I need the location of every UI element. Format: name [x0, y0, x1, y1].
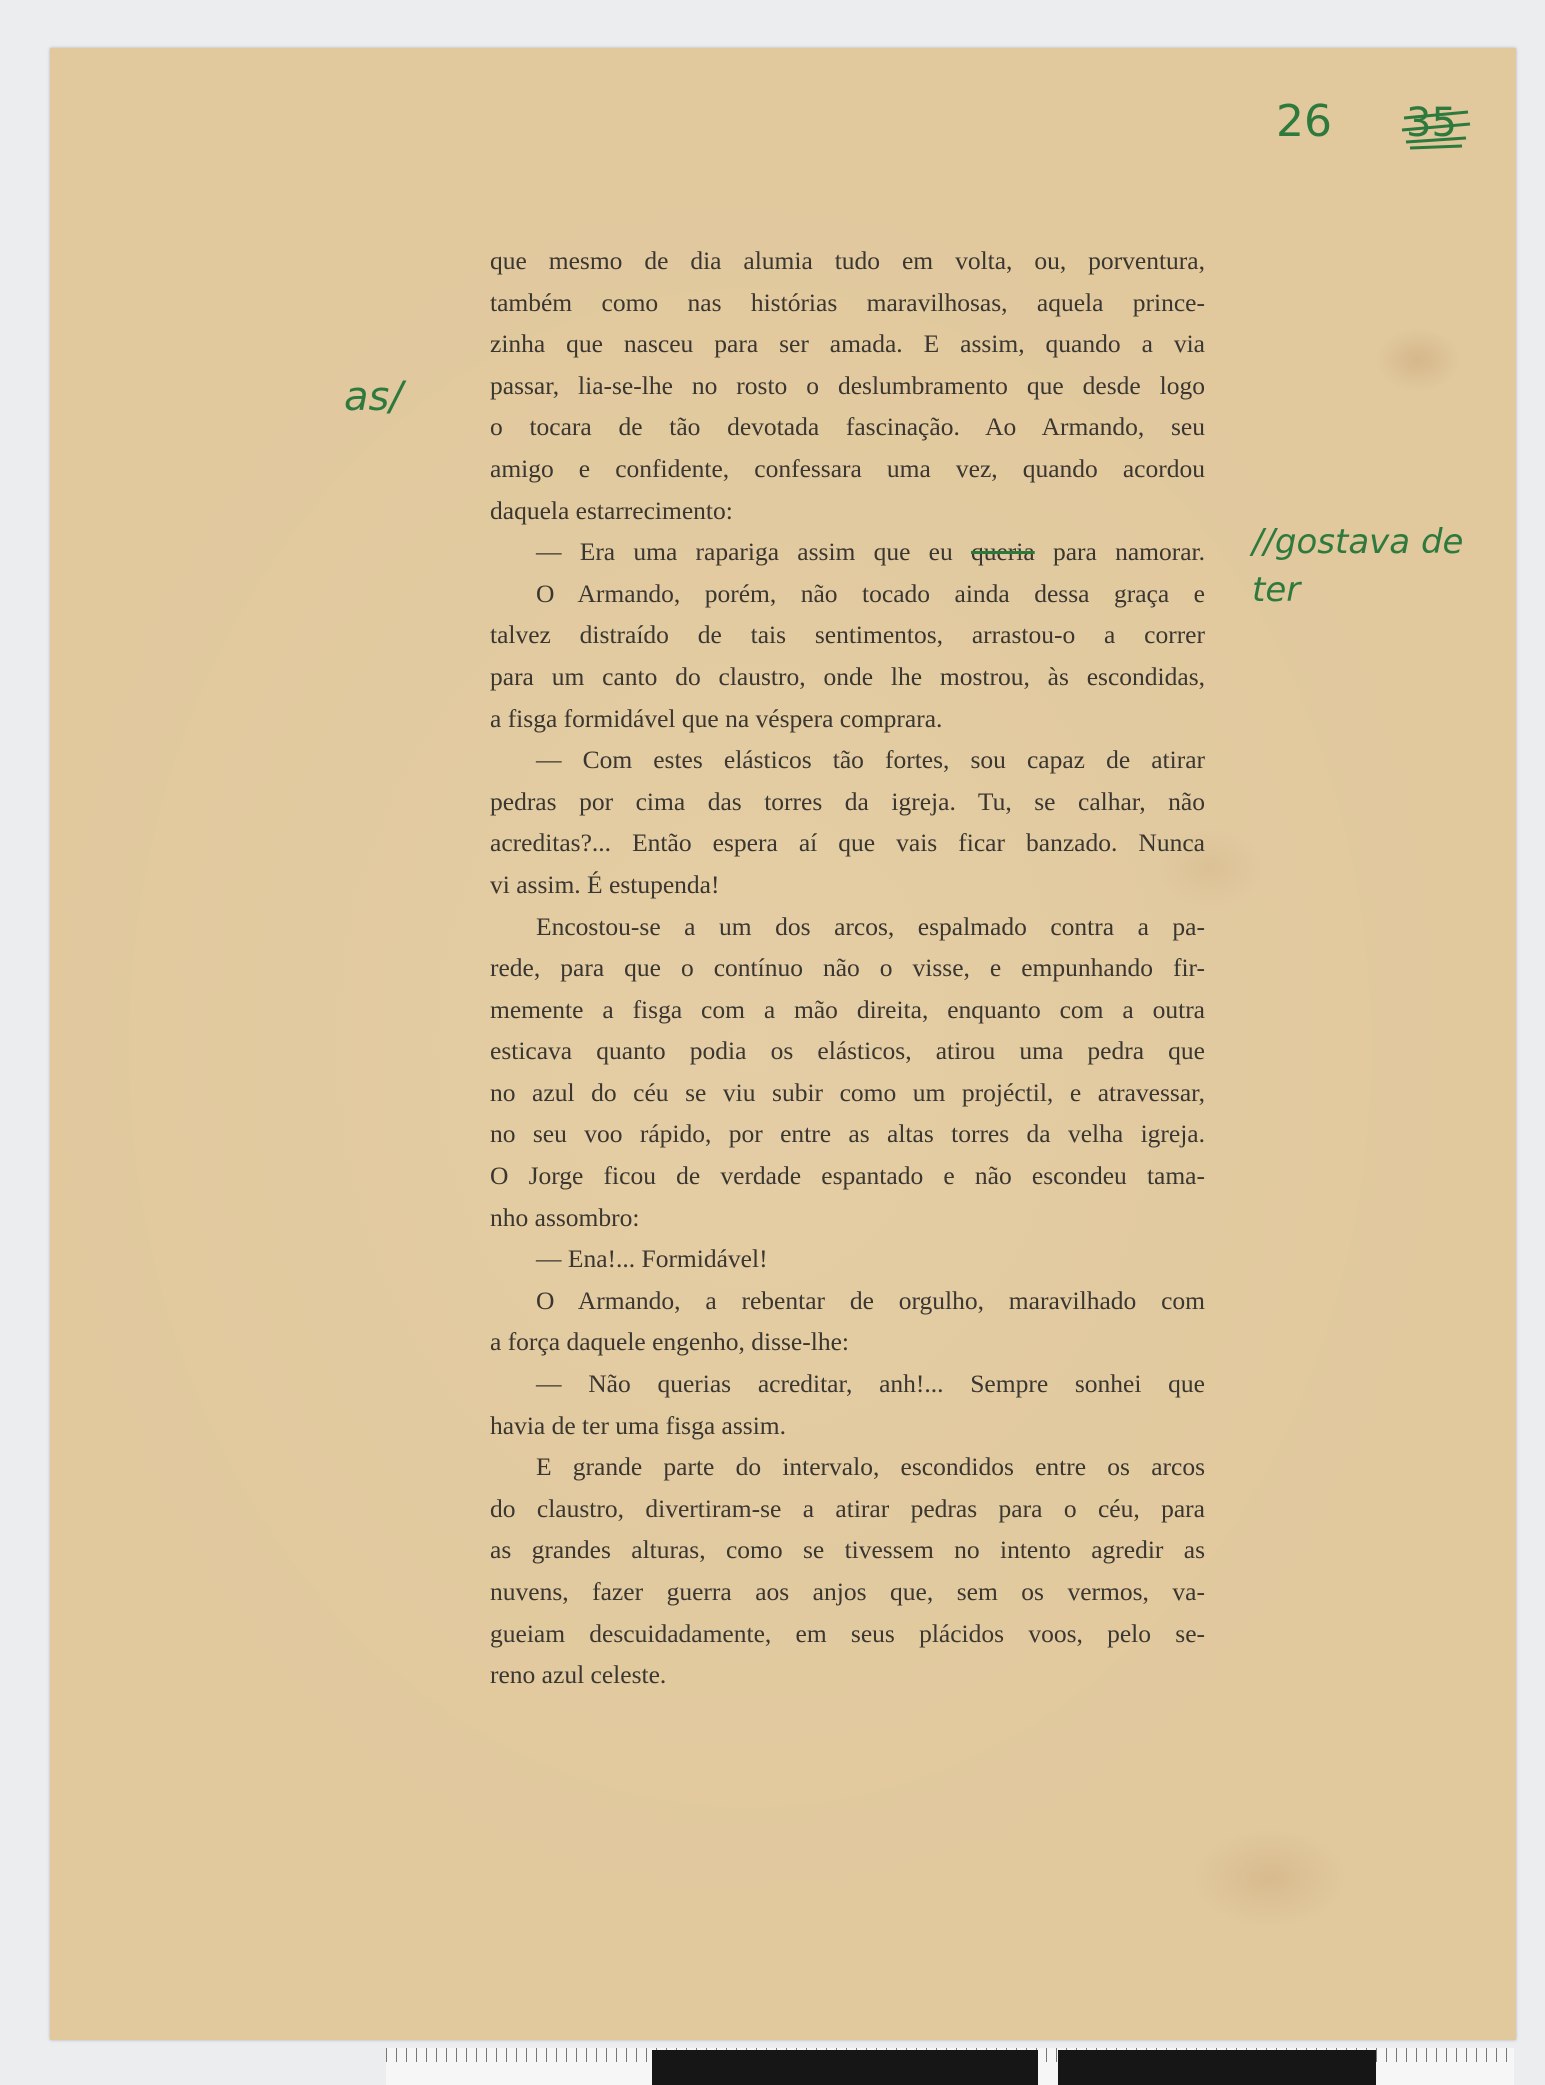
text-line: no azul do céu se viu subir como um projéctil, e atravessar, — [490, 1077, 1205, 1107]
text-line: passar, lia-se-lhe no rosto o deslumbramento que desde logo — [490, 370, 1205, 400]
text-line — [490, 531, 1205, 573]
old-page-number: 35 — [1406, 100, 1457, 146]
text-line: — Não querias acreditar, anh!... Sempre sonhei que — [536, 1369, 1205, 1399]
text-line: O Armando, porém, não tocado ainda dessa graça e — [536, 578, 1205, 608]
text-line: reno azul celeste. — [490, 1660, 667, 1690]
text-line: havia de ter uma fisga assim. — [490, 1410, 786, 1440]
text-line: a força daquele engenho, disse-lhe: — [490, 1327, 849, 1357]
text-line: no seu voo rápido, por entre as altas torres da velha igreja. — [490, 1119, 1205, 1149]
text-line: memente a fisga com a mão direita, enquanto com a outra — [490, 994, 1205, 1024]
text-line: — Com estes elásticos tão fortes, sou capaz de atirar — [536, 745, 1205, 775]
text-line: Encostou-se a um dos arcos, espalmado contra a pa- — [536, 911, 1205, 941]
margin-annotation-left: as/ — [344, 374, 403, 420]
text-fragment: — Era uma rapariga assim que eu — [536, 537, 971, 567]
text-line: vi assim. É estupenda! — [490, 869, 720, 899]
text-line: daquela estarrecimento: — [490, 495, 733, 525]
ruler-black-bar — [1058, 2050, 1376, 2085]
text-line: pedras por cima das torres da igreja. Tu, se calhar, não — [490, 786, 1205, 816]
text-line: do claustro, divertiram-se a atirar pedras para o céu, para — [490, 1493, 1205, 1523]
text-fragment: para namorar. — [1034, 537, 1205, 567]
text-line: E grande parte do intervalo, escondidos entre os arcos — [536, 1452, 1205, 1482]
text-line: nho assombro: — [490, 1202, 640, 1232]
text-line: as grandes alturas, como se tivessem no intento agredir as — [490, 1535, 1205, 1565]
ruler-black-bar — [652, 2050, 1038, 2085]
text-line: acreditas?... Então espera aí que vais ficar banzado. Nunca — [490, 828, 1205, 858]
strikeout-scribble-icon — [1400, 104, 1472, 152]
text-line: que mesmo de dia alumia tudo em volta, ou, porventura, — [490, 246, 1205, 275]
text-line: amigo e confidente, confessara uma vez, quando acordou — [490, 453, 1205, 483]
text-line: para um canto do claustro, onde lhe mostrou, às escondidas, — [490, 661, 1205, 691]
text-line: nuvens, fazer guerra aos anjos que, sem os vermos, va- — [490, 1577, 1205, 1606]
text-line: — Ena!... Formidável! — [536, 1244, 768, 1274]
text-line: gueiam descuidadamente, em seus plácidos voos, pelo se- — [490, 1618, 1205, 1648]
text-line: talvez distraído de tais sentimentos, arrastou-o a correr — [490, 620, 1205, 650]
text-line: o tocara de tão devotada fascinação. Ao Armando, seu — [490, 412, 1205, 442]
body-text — [490, 240, 1205, 1696]
text-line: também como nas histórias maravilhosas, aquela prince- — [490, 287, 1205, 317]
struck-word: queria — [970, 537, 1035, 567]
text-line: O Armando, a rebentar de orgulho, maravilhado com — [536, 1285, 1205, 1315]
text-line: a fisga formidável que na véspera comprara. — [490, 703, 943, 733]
page-number: 26 — [1276, 96, 1332, 147]
text-line: rede, para que o contínuo não o visse, e empunhando fir- — [490, 953, 1205, 983]
text-line: esticava quanto podia os elásticos, atirou uma pedra que — [490, 1036, 1205, 1066]
text-line: zinha que nasceu para ser amada. E assim, quando a via — [490, 329, 1205, 359]
text-line: O Jorge ficou de verdade espantado e não escondeu tama- — [490, 1161, 1205, 1191]
margin-annotation-right: //gostava de ter — [1252, 522, 1464, 610]
